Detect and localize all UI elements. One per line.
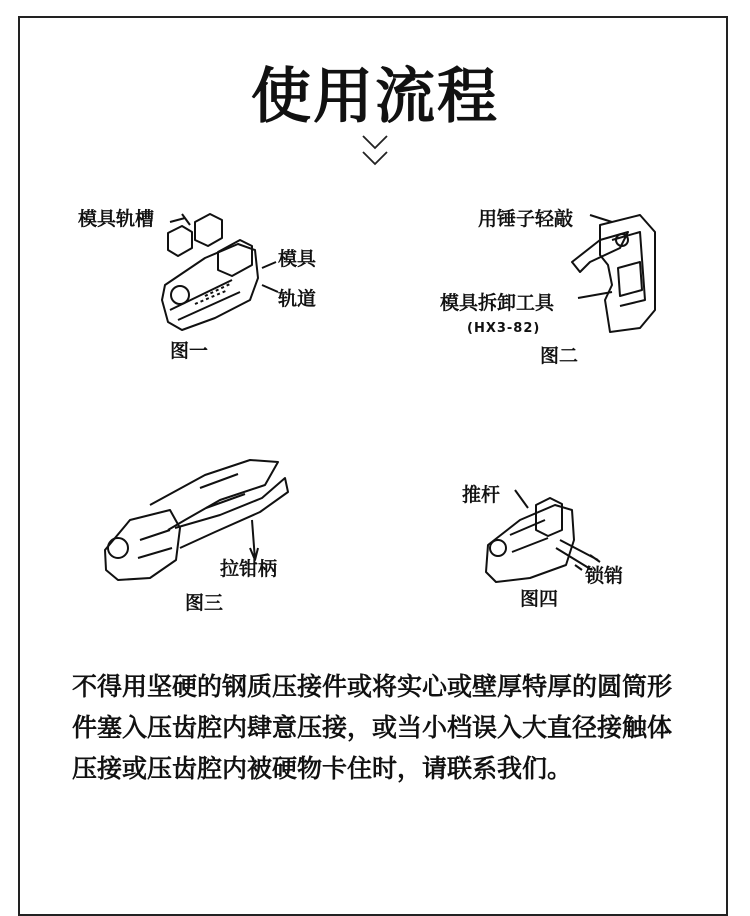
instruction-paragraph: 不得用坚硬的钢质压接件或将实心或壁厚特厚的圆筒形件塞入压齿腔内肆意压接，或当小档误入大直径接触体压接或压齿腔内被硬物卡住时，请联系我们。 [72, 672, 673, 783]
figure-1-caption: 图一 [170, 340, 209, 362]
label-push-rod: 推杆 [462, 484, 501, 506]
page-title: 使用流程 [251, 62, 499, 132]
figure-4-lock-pin [486, 490, 600, 582]
label-pull-handle: 拉钳柄 [220, 558, 278, 580]
label-die-removal-tool: 模具拆卸工具 [440, 292, 555, 314]
label-lock-pin: 锁销 [585, 565, 624, 587]
figure-1-crimp-head [162, 214, 278, 330]
label-die: 模具 [278, 248, 317, 270]
figure-3-caption: 图三 [185, 592, 224, 614]
label-rail: 轨道 [278, 288, 317, 310]
figure-2-caption: 图二 [540, 345, 579, 367]
figure-2-removal-tool [572, 215, 655, 332]
label-tool-model: (HX3-82) [467, 321, 541, 336]
figure-4-caption: 图四 [520, 588, 559, 610]
label-die-track: 模具轨槽 [78, 208, 155, 230]
label-tap-with-hammer: 用锤子轻敲 [478, 208, 574, 230]
